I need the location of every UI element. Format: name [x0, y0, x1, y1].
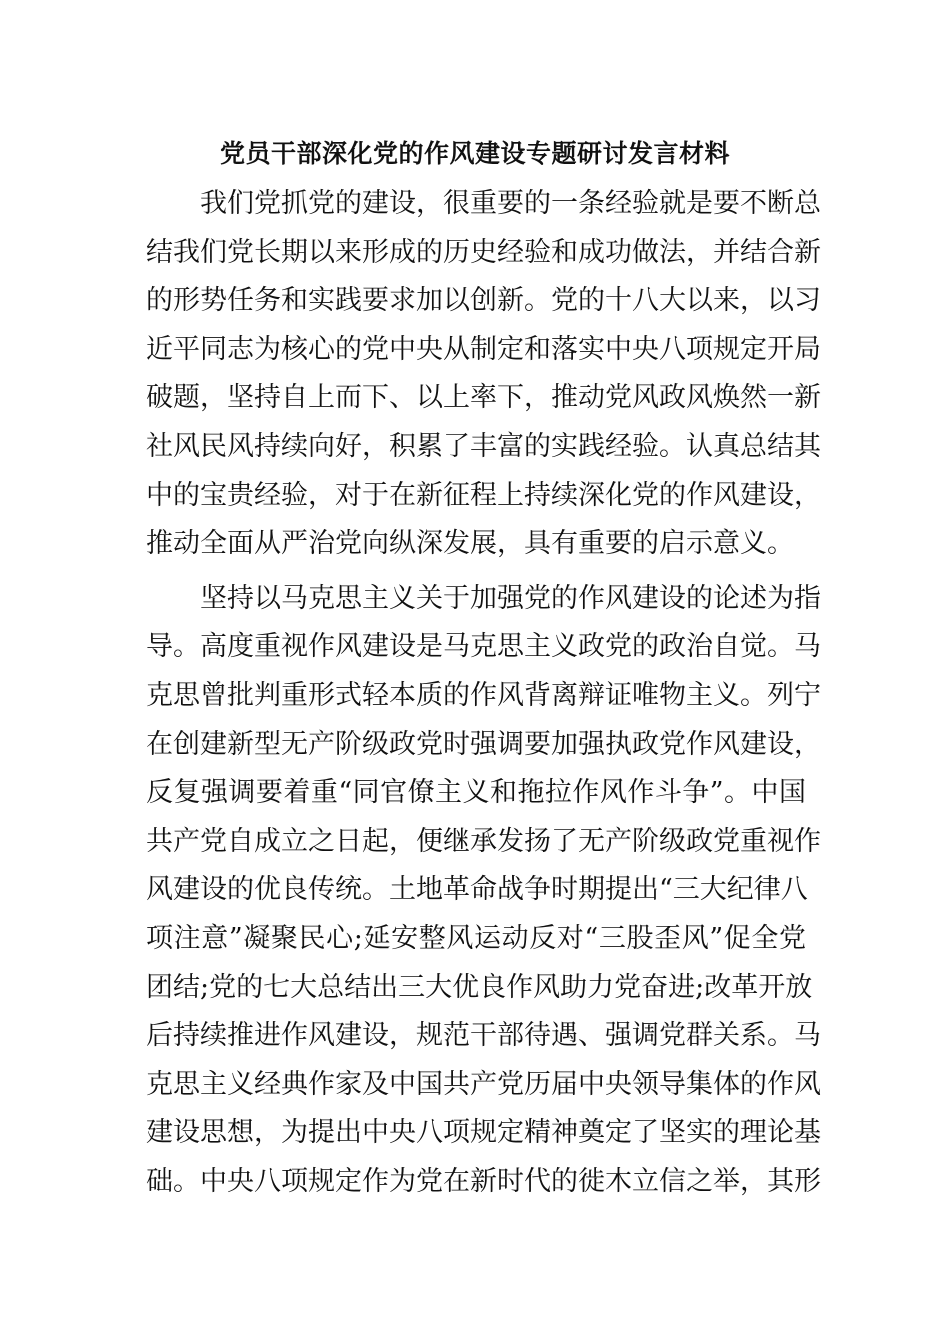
paragraph-line: 团结;党的七大总结出三大优良作风助力党奋进;改革开放: [146, 971, 813, 1003]
paragraph-line: 后持续推进作风建设，规范干部待遇、强调党群关系。马: [146, 1020, 821, 1052]
document-title: 党员干部深化党的作风建设专题研讨发言材料: [219, 139, 730, 168]
paragraph-line: 项注意”凝聚民心;延安整风运动反对“三股歪风”促全党: [146, 922, 806, 954]
paragraph-1: [146, 180, 821, 569]
paragraph-line: 结我们党长期以来形成的历史经验和成功做法，并结合新: [146, 236, 821, 268]
paragraph-2: [146, 575, 821, 1207]
paragraph-line: 风建设的优良传统。土地革命战争时期提出“三大纪律八: [146, 874, 808, 906]
paragraph-line: 建设思想，为提出中央八项规定精神奠定了坚实的理论基: [146, 1117, 821, 1149]
paragraph-line: 反复强调要着重“同官僚主义和拖拉作风作斗争”。中国: [146, 777, 806, 809]
paragraph-line: 在创建新型无产阶级政党时强调要加强执政党作风建设，: [146, 728, 821, 760]
paragraph-line: 的形势任务和实践要求加以创新。党的十八大以来，以习: [146, 285, 821, 317]
paragraph-line: 坚持以马克思主义关于加强党的作风建设的论述为指: [200, 582, 821, 614]
paragraph-line: 导。高度重视作风建设是马克思主义政党的政治自觉。马: [146, 631, 821, 663]
paragraph-line: 破题，坚持自上而下、以上率下，推动党风政风焕然一新: [146, 382, 821, 414]
paragraph-line: 共产党自成立之日起，便继承发扬了无产阶级政党重视作: [146, 825, 821, 857]
paragraph-line: 社风民风持续向好，积累了丰富的实践经验。认真总结其: [146, 430, 821, 462]
document-body: [146, 180, 821, 1206]
paragraph-line: 础。中央八项规定作为党在新时代的徙木立信之举，其形: [146, 1165, 821, 1197]
paragraph-line: 近平同志为核心的党中央从制定和落实中央八项规定开局: [146, 333, 821, 365]
paragraph-line: 我们党抓党的建设，很重要的一条经验就是要不断总: [200, 188, 821, 219]
paragraph-line: 推动全面从严治党向纵深发展，具有重要的启示意义。: [146, 528, 794, 560]
paragraph-line: 中的宝贵经验，对于在新征程上持续深化党的作风建设，: [146, 479, 821, 511]
paragraph-line: 克思主义经典作家及中国共产党历届中央领导集体的作风: [146, 1068, 821, 1100]
paragraph-line: 克思曾批判重形式轻本质的作风背离辩证唯物主义。列宁: [146, 679, 821, 711]
